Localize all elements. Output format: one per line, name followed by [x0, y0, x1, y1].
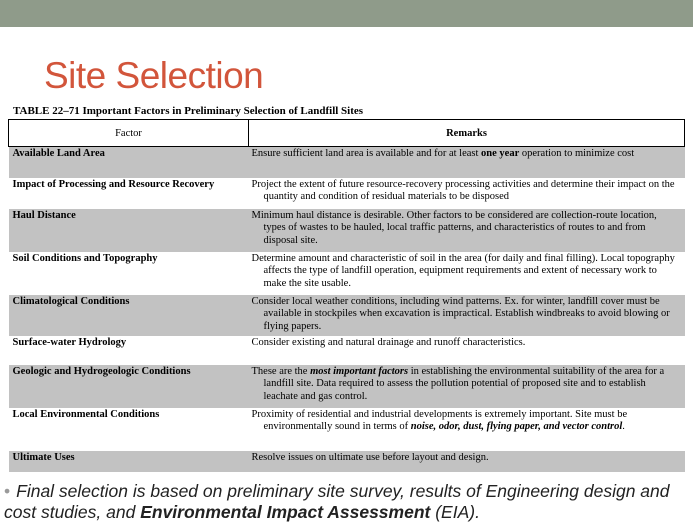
remarks-cell: Minimum haul distance is desirable. Other factors to be considered are collection-route location, types of wastes to be hauled, local traffic patterns, and characteristics of routes to and from disposal site.: [249, 209, 685, 252]
table-row: [9, 147, 685, 179]
remarks-cell: Project the extent of future resource-recovery processing activities and determine their impact on the quantity and condition of residual materials to be disposed: [251, 179, 675, 203]
table-row: [9, 336, 685, 365]
factor-cell: Surface-water Hydrology: [12, 337, 127, 348]
factor-cell: Impact of Processing and Resource Recovery: [12, 179, 215, 190]
factors-table: [8, 119, 685, 472]
slide-top-bar: [0, 0, 693, 27]
table-row: [9, 451, 685, 472]
table-row: [9, 252, 685, 295]
table-row: [9, 178, 685, 209]
remarks-cell: Determine amount and characteristic of soil in the area (for daily and final filling). Local topography affects the type of landfill operation, equipment requirements and extent of necessary work to make the site usable.: [251, 253, 675, 289]
header-remarks: Remarks: [249, 120, 685, 147]
header-factor: Factor: [9, 120, 249, 147]
factor-cell: Ultimate Uses: [9, 451, 249, 472]
summary-bullet: • Final selection is based on preliminary site survey, results of Engineering design and cost studies, and Environmental Impact Assessment (EIA).: [4, 481, 670, 522]
table-row: [9, 209, 685, 252]
factor-cell: Local Environmental Conditions: [12, 409, 160, 420]
factor-cell: Climatological Conditions: [9, 295, 249, 336]
remarks-cell: Consider existing and natural drainage and runoff characteristics.: [251, 337, 526, 348]
table-row: [9, 408, 685, 451]
remarks-cell: Consider local weather conditions, including wind patterns. Ex. for winter, landfill cover must be available in stockpiles when excavation is impractical. Establish windbreaks to avoid blowing or flying papers.: [249, 295, 685, 336]
factor-cell: Soil Conditions and Topography: [12, 253, 158, 264]
factor-cell: Geologic and Hydrogeologic Conditions: [9, 365, 249, 408]
table-header-row: [9, 120, 685, 147]
remarks-cell: These are the most important factors in establishing the environmental suitability of the area for a landfill site. Data required to assess the pollution potential of proposed site and to establish leachate and gas control.: [249, 365, 685, 408]
table-caption: TABLE 22–71 Important Factors in Preliminary Selection of Landfill Sites: [13, 105, 364, 117]
remarks-cell: Proximity of residential and industrial developments is extremely important. Site must be environmentally sound in terms of noise, odor, dust, flying paper, and vector control.: [251, 409, 628, 433]
table-row: [9, 295, 685, 336]
factor-cell: Available Land Area: [9, 147, 249, 179]
slide-title: Site Selection: [44, 55, 264, 96]
bullet-dot-icon: •: [4, 481, 11, 501]
table-row: [9, 365, 685, 408]
remarks-cell: Resolve issues on ultimate use before layout and design.: [249, 451, 685, 472]
factor-cell: Haul Distance: [9, 209, 249, 252]
remarks-cell: Ensure sufficient land area is available and for at least one year operation to minimize cost: [249, 147, 685, 179]
